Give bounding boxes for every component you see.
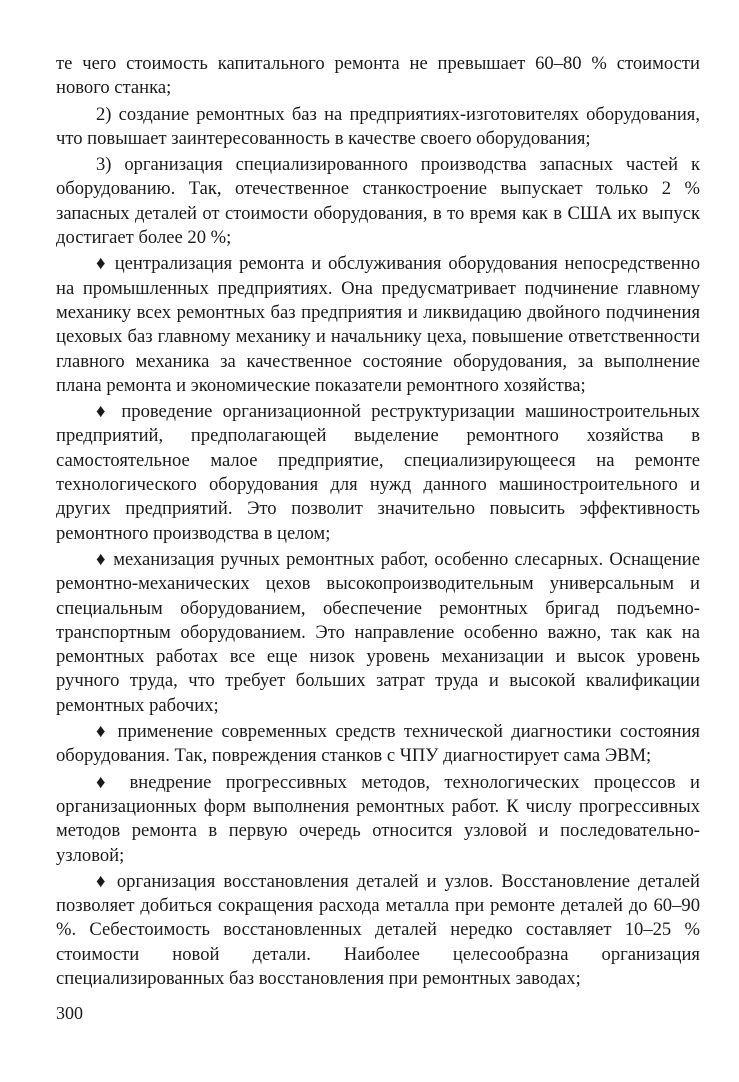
paragraph-continuation: те чего стоимость капитального ремонта не превышает 60–80 % стоимости нового станка; xyxy=(56,53,700,99)
paragraph-item-2: 2) создание ремонтных баз на предприятиях-изготовителях оборудования, что повышает заинтересованность в качестве своего оборудования; xyxy=(56,103,700,149)
paragraph-item-3: 3) организация специализированного производства запасных частей к оборудованию. Так, отечественное станкостроение выпускает только 2 % запасных деталей от стоимости оборудования, в то время как в США их выпуск достигает более 20 %; xyxy=(56,154,700,249)
page-body xyxy=(56,52,700,993)
paragraph-bullet-restructuring: ♦ проведение организационной реструктуризации машиностроительных предприятий, предполагающей выделение ремонтного хозяйства в самостоятельное малое предприятие, специализирующееся на ремонте технологического оборудования для нужд данного машиностроительного и других предприятий. Это позволит значительно повысить эффективность ремонтного производства в целом; xyxy=(56,401,700,544)
paragraph-bullet-centralization: ♦ централизация ремонта и обслуживания оборудования непосредственно на промышленных предприятиях. Она предусматривает подчинение главному механику всех ремонтных баз предприятия и ликвидацию двойного подчинения цеховых баз главному механику и начальнику цеха, повышение ответственности главного механика за качественное состояние оборудования, за выполнение плана ремонта и экономические показатели ремонтного хозяйства; xyxy=(56,253,700,396)
paragraph-bullet-diagnostics: ♦ применение современных средств технической диагностики состояния оборудования. Так, повреждения станков с ЧПУ диагностирует сама ЭВМ; xyxy=(56,721,700,767)
paragraph-bullet-restoration: ♦ организация восстановления деталей и узлов. Восстановление деталей позволяет добиться сокращения расхода металла при ремонте деталей до 60–90 %. Себестоимость восстановленных деталей нередко составляет 10–25 % стоимости новой детали. Наиболее целесообразна организация специализированных баз восстановления при ремонтных заводах; xyxy=(56,870,700,989)
paragraph-bullet-mechanization: ♦ механизация ручных ремонтных работ, особенно слесарных. Оснащение ремонтно-механических цехов высокопроизводительным универсальным и специальным оборудованием, обеспечение ремонтных бригад подъемно-транспортным оборудованием. Это направление особенно важно, так как на ремонтных работах все еще низок уровень механизации и высок уровень ручного труда, что требует больших затрат труда и высокой квалификации ремонтных рабочих; xyxy=(56,548,700,716)
page-number: 300 xyxy=(56,1003,83,1023)
paragraph-bullet-progressive-methods: ♦ внедрение прогрессивных методов, технологических процессов и организационных форм выполнения ремонтных работ. К числу прогрессивных методов ремонта в первую очередь относится узловой и последовательно-узловой; xyxy=(56,771,700,866)
